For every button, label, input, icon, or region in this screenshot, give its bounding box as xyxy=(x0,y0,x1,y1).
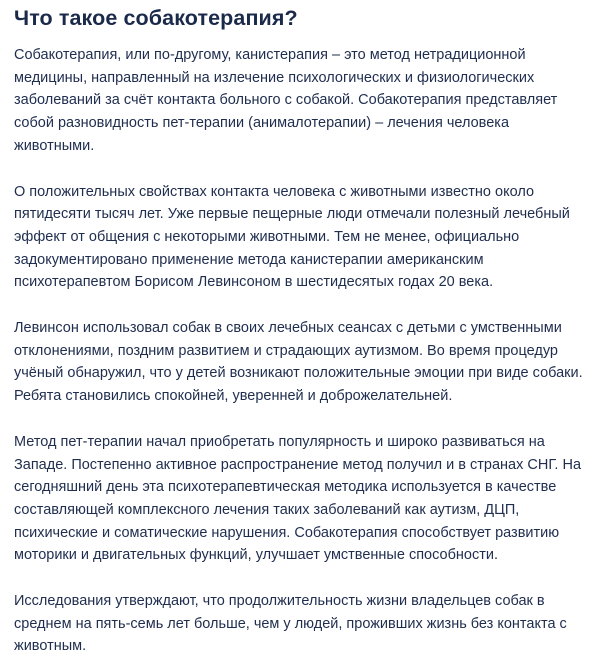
article-paragraph-5: Исследования утверждают, что продолжительность жизни владельцев собак в среднем на пять-семь лет больше, чем у людей, проживших жизнь без контакта с животным. xyxy=(14,593,567,655)
article-paragraph-4: Метод пет-терапии начал приобретать популярность и широко развиваться на Западе. Постепенно активное распространение метод получил и в странах СНГ. На сегодняшний день эта психотерапевтическая методика используется в качестве составляющей комплексного лечения таких заболеваний как аутизм, ДЦП, психические и соматические нарушения. Собакотерапия способствует развитию моторики и двигательных функций, улучшает умственные способности. xyxy=(14,433,582,564)
article-paragraph-1: Собакотерапия, или по-другому, канистерапия – это метод нетрадиционной медицины, направленный на излечение психологических и физиологических заболеваний за счёт контакта больного с собакой. Собакотерапия представляет собой разновидность пет-терапии (анималотерапии) – лечения человека животными. xyxy=(14,47,558,154)
article-paragraph-2: О положительных свойствах контакта человека с животными известно около пятидесяти тысяч лет. Уже первые пещерные люди отмечали полезный лечебный эффект от общения с некоторыми животными. Тем не менее, официально задокументировано применение метода канистерапии американским психотерапевтом Борисом Левинсоном в шестидесятых годах 20 века. xyxy=(14,183,570,291)
article-paragraph-3: Левинсон использовал собак в своих лечебных сеансах с детьми с умственными отклонениями, поздним развитием и страдающих аутизмом. Во время процедур учёный обнаружил, что у детей возникают положительные эмоции при виде собаки. Ребята становились спокойней, уверенней и доброжелательней. xyxy=(14,320,583,405)
article-title: Что такое собакотерапия? xyxy=(14,6,298,30)
